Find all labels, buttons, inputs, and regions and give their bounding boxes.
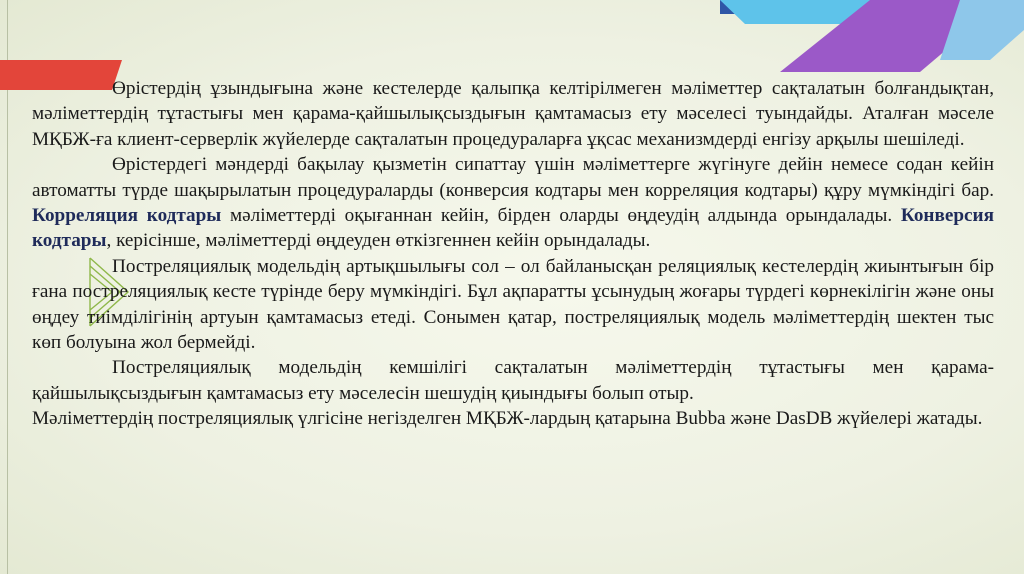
paragraph-3 — [32, 254, 994, 356]
text-span: , керісінше, мәліметтерді өңдеуден өткізгеннен кейін орындалады. — [106, 230, 651, 252]
text-span: Постреляциялық модельдің артықшылығы сол – ол байланысқан реляциялық кестелердің жиынтығын бір ғана постреляциялық кесте түрінде беру мүмкіндігі. Бұл ақпаратты ұсынудың жоғары түрдегі көрнекілігін және оны өңдеу тиімділігінің артуын қамтамасыз етеді. Сонымен қатар, постреляциялық модель мәліметтердің шектен тыс көп болуына жол бермейді. — [32, 255, 994, 354]
paragraph-1 — [32, 76, 994, 152]
text-span: мәліметтерді оқығаннан кейін, бірден оларды өңдеудің алдында орындалады. — [221, 205, 901, 227]
bold-term: Корреляция кодтары — [32, 205, 222, 227]
text-span: Өрістердегі мәндерді бақылау қызметін сипаттау үшін мәліметтерге жүгінуге дейін немесе содан кейін автоматты түрде шақырылатын процедураларды (конверсия кодтары мен корреляция кодтары) құру мүмкіндігі бар. — [32, 154, 994, 201]
text-span: Өрістердің ұзындығына және кестелерде қалыпқа келтірілмеген мәліметтер сақталатын болғандықтан, мәліметтердің тұтастығы мен қарама-қайшылықсыздығын қамтамасыз ету мәселесі туындайды. Аталған мәселе МҚБЖ-ға клиент-серверлік жүйелерде сақталатын процедураларға ұқсас механизмдерді енгізу арқылы шешіледі. — [32, 78, 994, 150]
text-span: Мәліметтердің постреляциялық үлгісіне негізделген МҚБЖ-лардың қатарына Bubba және DasDB жүйелері жатады. — [32, 408, 983, 430]
paragraph-2 — [32, 152, 994, 254]
paragraph-5 — [32, 406, 994, 431]
paragraph-4 — [32, 355, 994, 406]
bold-term: Конверсия кодтары — [32, 205, 994, 252]
text-span: Постреляциялық модельдің кемшілігі сақталатын мәліметтердің тұтастығы мен қарама-қайшылықсыздығын қамтамасыз ету мәселесін шешудің қиындығы болып отыр. — [32, 357, 994, 404]
main-text — [32, 76, 994, 432]
